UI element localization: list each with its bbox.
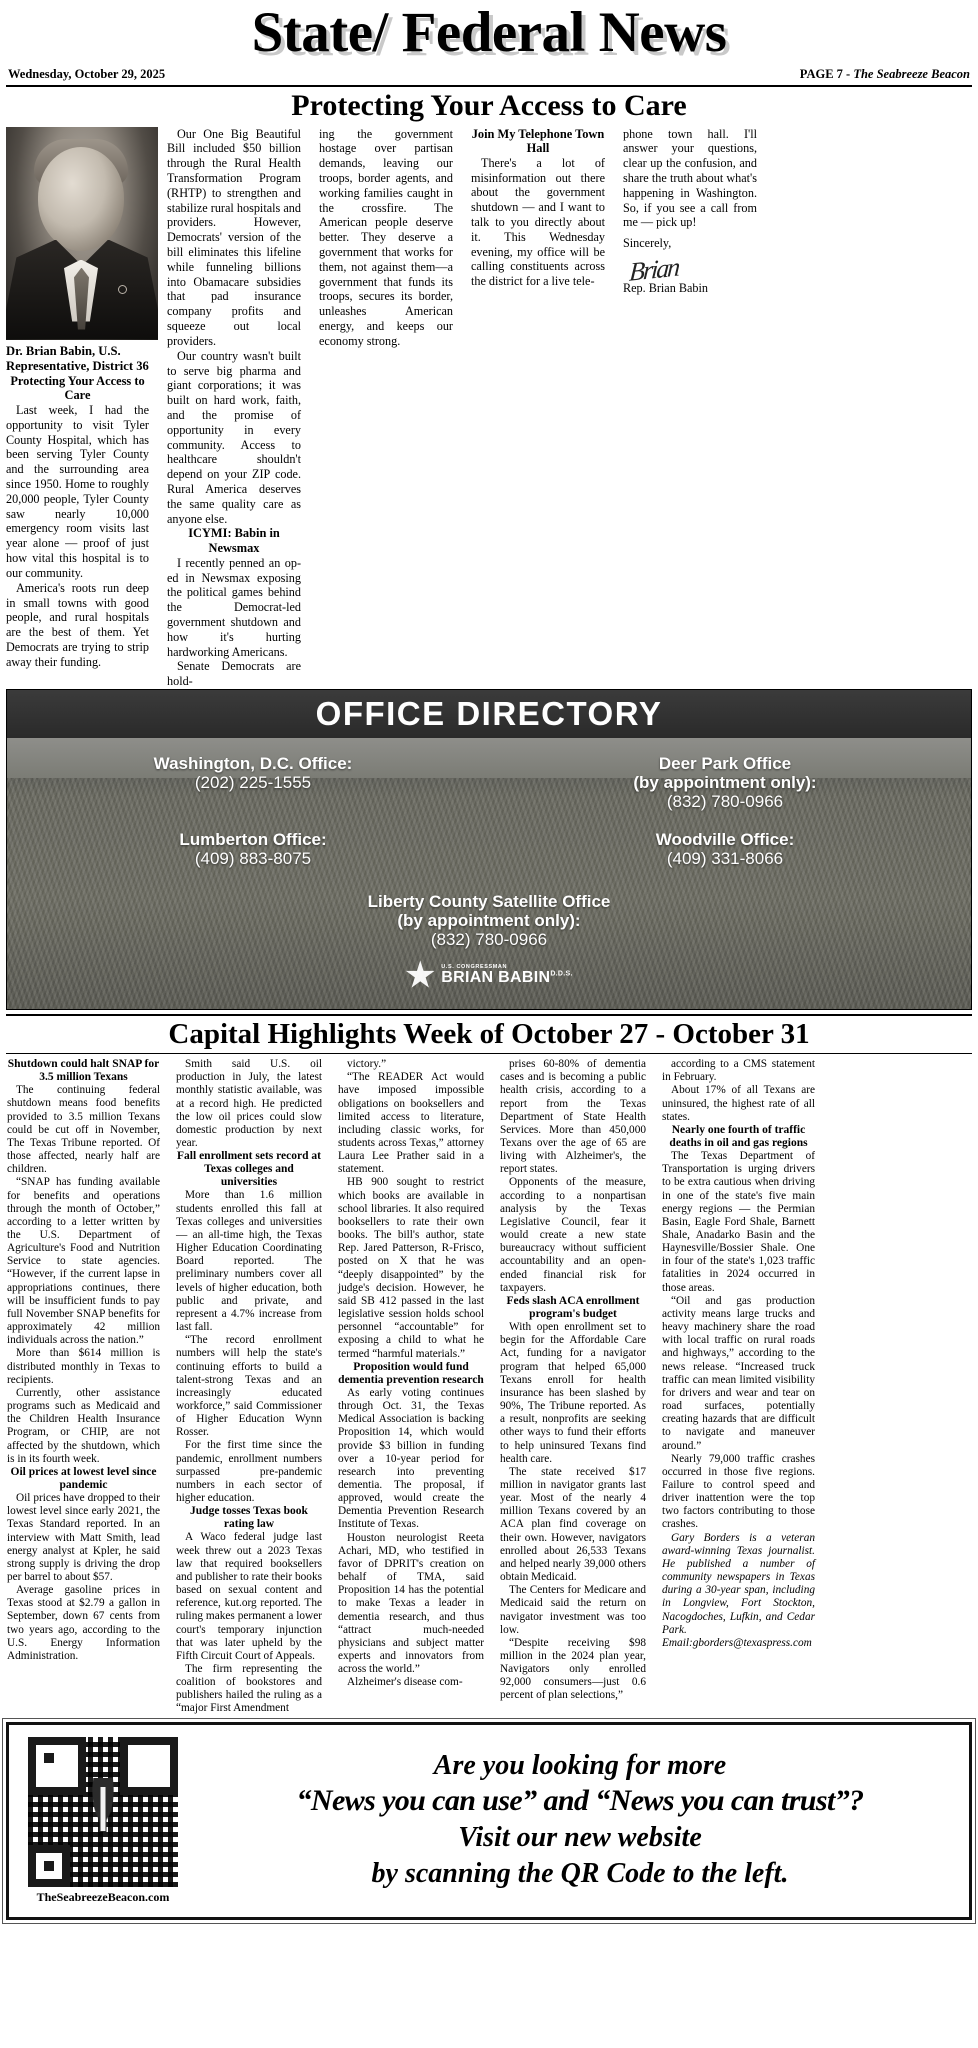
- ad-line-4: by scanning the QR Code to the left.: [371, 1858, 789, 1890]
- office-directory-title: OFFICE DIRECTORY: [315, 695, 663, 732]
- paragraph: The state received $17 million in navigator grants last year. Most of the nearly 4 million Texans covered by an ACA plan find coverage on their own. However, navigators enrolled about 26,533 Texans and helped nearly 39,000 others obtain Medicaid.: [500, 1465, 646, 1584]
- office-phone[interactable]: (832) 780-0966: [430, 929, 548, 949]
- paragraph: HB 900 sought to restrict which books are available in school libraries. It also required booksellers to rate their own books. The bill's author, state Rep. Jared Patterson, R-Frisco, posted on X that he was “deeply disappointed” by the judge's decision. However, he said SB 412 passed in the last legislative session holds school personnel “accountable” for exposing a child to what he termed “harmful materials.”: [338, 1176, 484, 1360]
- capital-highlights-columns: [6, 1058, 972, 1716]
- paragraph: The firm representing the coalition of bookstores and publishers hailed the ruling as a “major First Amendment: [176, 1663, 322, 1715]
- office-phone[interactable]: (832) 780-0966: [666, 792, 784, 812]
- office-name: Washington, D.C. Office:: [153, 754, 353, 773]
- office-entry: [493, 754, 957, 812]
- column-2-subhead: ICYMI: Babin in Newsmax: [188, 526, 280, 556]
- article-column-1-text: [6, 374, 149, 670]
- qr-block[interactable]: [19, 1737, 187, 1905]
- office-directory-title-bar: [7, 690, 971, 738]
- paragraph: “SNAP has funding available for benefits and operations through the month of October,” according to a letter written by the U.S. Department of Agriculture's Food and Nutrition Service to state agencies. “However, if the current lapse in appropriations continues, there will be insufficient funds to pay full November SNAP benefits for approximately 42 million individuals across the nation.”: [7, 1176, 160, 1347]
- column-2-body-2-1: Senate Democrats are hold-: [167, 659, 301, 689]
- paragraph: according to a CMS statement in February.: [662, 1058, 815, 1084]
- paragraph: “Oil and gas production activity means large trucks and heavy machinery share the road with local traffic on rural roads and highways,” according to the news release. “Increased truck traffic can mean limited visibility for drivers and wear and tear on road surfaces, potentially creating hazards that are difficult to navigate and maneuver around.”: [662, 1294, 815, 1452]
- author-bio: Gary Borders is a veteran award-winning Texas journalist. He published a number of community newspapers in Texas during a 30-year span, including in Longview, Fort Stockton, Nacogdoches, Lufkin, and Cedar Park. Email:gborders@texaspress.com: [662, 1531, 815, 1649]
- qr-eye-dot-3: [44, 1861, 54, 1871]
- masthead-divider: [6, 85, 972, 87]
- section-subhead: Oil prices at lowest level since pandemic: [10, 1465, 157, 1491]
- office-phone[interactable]: (409) 331-8066: [666, 849, 784, 869]
- logo-text: [441, 965, 573, 987]
- paragraph: victory.”: [347, 1058, 387, 1071]
- paragraph: The continuing federal shutdown means food benefits provided to 3.5 million Texans could be cut off in November, The Texas Tribune reported. Of those affected, nearly half are children.: [7, 1084, 160, 1176]
- column-2-body: Our One Big Beautiful Bill included $50 billion through the Rural Health Transformation Program (RHTP) to strengthen and stabilize rural hospitals and providers. However, Democrats' version of the bill eliminates this lifeline while funneling billions into Obamacare subsidies that pad insurance company profits and squeeze out local providers.: [167, 126, 301, 348]
- office-name: Deer Park Office (by appointment only):: [633, 754, 817, 793]
- office-entry: [21, 830, 485, 869]
- paragraph: More than 1.6 million students enrolled this fall at Texas colleges and universities — an all-time high, the Texas Higher Education Coordinating Board reported. The preliminary numbers cover all levels of higher education, both public and private, and represent a 4.7% increase from last fall.: [176, 1189, 322, 1334]
- capital-highlights-column-1: [6, 1058, 168, 1716]
- article-column-4: [462, 127, 614, 690]
- office-directory-ad: [6, 689, 972, 1010]
- photo-caption: Dr. Brian Babin, U.S. Representative, District 36: [6, 343, 149, 373]
- office-list: [21, 754, 957, 950]
- ad-copy: [201, 1749, 959, 1893]
- issue-date: Wednesday, October 29, 2025: [8, 67, 166, 81]
- publication-name: The Seabreeze Beacon: [853, 67, 970, 81]
- ad-line-2: “News you can use” and “News you can trust”?: [296, 1784, 864, 1818]
- page-number-publication: [800, 67, 970, 82]
- article-column-2: [158, 127, 310, 690]
- babin-portrait-photo: [6, 127, 158, 340]
- paragraph: More than $614 million is distributed monthly in Texas to recipients.: [7, 1347, 160, 1386]
- ad-line-3: Visit our new website: [458, 1821, 702, 1853]
- logo-credential: D.D.S.: [550, 970, 573, 978]
- paragraph: With open enrollment set to begin for the Affordable Care Act, funding for a navigator program that helped 65,000 Texans enroll for health insurance has been slashed by 90%, The Tribune reported. As a result, nonprofits are seeking other ways to fund their efforts to help uninsured Texans find health care.: [500, 1321, 646, 1465]
- column-text: [662, 1058, 815, 1650]
- section-subhead: Nearly one fourth of traffic deaths in oil and gas regions: [669, 1123, 808, 1149]
- texas-star-icon: [405, 960, 435, 990]
- column-2-body-1: Our country wasn't built to serve big pharma and giant corporations; it was built on hard work, faith, and the promise of opportunity in every community. Access to healthcare shouldn't depend on your ZIP code. Rural America deserves the same quality care as anyone else.: [167, 348, 301, 526]
- column-2-body-2: I recently penned an op-ed in Newsmax exposing the political games behind the Democrat-led government shutdown and how it's hurting hardworking Americans.: [167, 555, 301, 659]
- article-1-columns: [6, 127, 972, 690]
- column-1-body: Last week, I had the opportunity to visit Tyler County Hospital, which has been serving Tyler County and the surrounding area since 1950. Home to roughly 20,000 people, Tyler County saw nearly 10,000 emergency room visits last year alone — proof of just how vital this hospital is to our community.: [6, 402, 149, 580]
- capital-highlights-headline: Capital Highlights Week of October 27 - October 31: [168, 1018, 810, 1051]
- section-subhead: Proposition would fund dementia prevention research: [338, 1360, 484, 1386]
- logo-top-label: U.S. CONGRESSMAN: [441, 963, 508, 970]
- paragraph: Nearly 79,000 traffic crashes occurred in those five regions. Failure to control speed and driver inattention were the top two factors contributing to those crashes.: [662, 1452, 815, 1531]
- closing-salutation: Sincerely,: [623, 236, 672, 251]
- capital-highlights-bottom-rule: [6, 1053, 972, 1054]
- article-headline-protecting-access: Protecting Your Access to Care: [291, 89, 687, 122]
- paragraph: A Waco federal judge last week threw out a 2023 Texas law that required booksellers and publisher to rate their books based on sexual content and reference, kut.org reported. The ruling makes permanent a lower court's temporary injunction that was later upheld by the Fifth Circuit Court of Appeals.: [176, 1531, 322, 1662]
- column-text: [7, 1058, 160, 1663]
- column-3-body: ing the government hostage over partisan demands, leaving our troops, border agents, and working families caught in the crossfire. The American people deserve better. They deserve a government that works for them, not against them—a government that funds its troops, secures its border, unleashes American energy, and keeps our economy strong.: [319, 126, 453, 348]
- paragraph: For the first time since the pandemic, enrollment numbers surpassed pre-pandemic numbers in each sector of higher education.: [176, 1439, 322, 1505]
- ad-line-1: Are you looking for more: [433, 1749, 727, 1781]
- column-4-subhead: Join My Telephone Town Hall: [471, 126, 605, 156]
- paragraph: Smith said U.S. oil production in July, the latest monthly statistic available, was at a record high. He predicted the low oil prices could slow domestic production by next year.: [176, 1058, 322, 1149]
- signature-name: Rep. Brian Babin: [623, 281, 708, 295]
- qr-caption: TheSeabreezeBeacon.com: [36, 1889, 170, 1904]
- article-column-5: [614, 127, 766, 690]
- lighthouse-icon: [88, 1778, 118, 1834]
- paragraph: “Despite receiving $98 million in the 2024 plan year, Navigators only enrolled 92,000 consumers—just 0.6 percent of plan selections,”: [500, 1636, 646, 1702]
- paragraph: About 17% of all Texans are uninsured, the highest rate of all states.: [662, 1084, 815, 1123]
- congressman-logo: [21, 960, 957, 995]
- section-subhead: Judge tosses Texas book rating law: [190, 1505, 308, 1531]
- column-1-body-1: America's roots run deep in small towns with good people, and rural hospitals are the best of them. Yet Democrats are trying to strip away their funding.: [6, 580, 149, 669]
- capital-highlights-column-4: [492, 1058, 654, 1716]
- logo-inner: [405, 960, 573, 990]
- logo-main-label: [441, 970, 573, 986]
- paragraph: Opponents of the measure, according to a nonpartisan analysis by the Texas Legislative Council, fear it would create a new state bureaucracy without sufficient accountability and an open-ended financial risk for taxpayers.: [500, 1176, 646, 1294]
- paragraph: “The READER Act would have imposed impossible obligations on booksellers and limited access to literature, including classic works, for students across Texas,” attorney Laura Lee Prather said in a statement.: [338, 1071, 484, 1176]
- column-text: [500, 1058, 646, 1703]
- page-number: PAGE 7 -: [799, 67, 854, 81]
- page-title: State/ Federal News: [251, 1, 727, 64]
- paragraph: “The record enrollment numbers will help the state's continuing efforts to build a talent-strong Texas and an increasingly educated workforce,” said Commissioner of Higher Education Wynn Rosser.: [176, 1334, 322, 1439]
- office-entry: [21, 754, 485, 812]
- article-column-4-text: [471, 127, 605, 290]
- office-phone[interactable]: (202) 225-1555: [194, 773, 312, 793]
- article-column-1: [6, 127, 158, 690]
- article-column-5-text: [623, 127, 757, 252]
- office-directory-body: [7, 738, 971, 1009]
- column-text: [338, 1058, 484, 1689]
- column-5-body: phone town hall. I'll answer your questions, clear up the confusion, and share the truth about what's happening in Washington. So, if you see a call from me — pick up!: [623, 126, 757, 230]
- paragraph: Oil prices have dropped to their lowest level since early 2021, the Texas Standard reported. In an interview with Matt Smith, lead energy analyst at Kpler, he said strong supply is driving the drop per barrel to about $57.: [7, 1492, 160, 1583]
- column-4-body: There's a lot of misinformation out there about the government shutdown — and I want to talk to you directly about it. This Wednesday evening, my office will be calling constituents across the district for a live tele-: [471, 155, 605, 289]
- capital-highlights-column-5: [654, 1058, 816, 1716]
- photo-head: [38, 147, 124, 251]
- qr-code-icon[interactable]: [28, 1737, 178, 1887]
- paragraph: prises 60-80% of dementia cases and is becoming a public health crisis, according to a report from the Texas Department of State Health Services. More than 450,000 Texans over the age of 65 are living with Alzheimer's, the report states.: [500, 1058, 646, 1176]
- section-subhead: Shutdown could halt SNAP for 3.5 million Texans: [7, 1058, 160, 1084]
- qr-eye-dot-2: [152, 1753, 162, 1763]
- logo-name: BRIAN BABIN: [441, 969, 551, 987]
- article-column-3: [310, 127, 462, 690]
- capital-highlights-column-3: [330, 1058, 492, 1716]
- office-entry-satellite: [21, 892, 957, 950]
- column-text: [176, 1058, 322, 1716]
- office-name: Woodville Office:: [655, 830, 795, 850]
- paragraph: Alzheimer's disease com-: [347, 1676, 463, 1689]
- subscription-promo-ad[interactable]: [6, 1722, 972, 1920]
- masthead: [6, 0, 972, 64]
- dateline-row: [6, 61, 972, 84]
- article-column-3-text: [319, 127, 453, 349]
- paragraph: Houston neurologist Reeta Achari, MD, who testified in favor of DPRIT's creation on behalf of TMA, said Proposition 14 has the potential to make Texas a leader in dementia research, and thus “attract much-needed physicians and subject matter experts and innovators from across the world.”: [338, 1531, 484, 1676]
- signature-image: Brian: [628, 252, 680, 287]
- capital-highlights-column-2: [168, 1058, 330, 1716]
- paragraph: Average gasoline prices in Texas stood at $2.79 a gallon in September, down 67 cents from two years ago, according to the U.S. Energy Information Administration.: [7, 1584, 160, 1662]
- section-subhead: Fall enrollment sets record at Texas colleges and universities: [177, 1150, 321, 1189]
- capital-highlights-top-rule: [6, 1014, 972, 1016]
- section-subhead: Feds slash ACA enrollment program's budget: [506, 1294, 640, 1320]
- office-name: Liberty County Satellite Office (by appointment only):: [367, 891, 611, 930]
- lapel-pin-icon: [118, 285, 127, 294]
- article-column-2-text: [167, 127, 301, 690]
- paragraph: The Texas Department of Transportation is urging drivers to be extra cautious when driving in one of the state's five main energy regions — the Permian Basin, Eagle Ford Shale, Barnett Shale, Anadarko Basin and the Haynesville/Bossier Shale. One in four of the state's 1,023 traffic fatalities in 2024 occurred in those areas.: [662, 1150, 815, 1294]
- office-name: Lumberton Office:: [179, 830, 327, 850]
- paragraph: Currently, other assistance programs such as Medicaid and the Children Health Insurance Program, or CHIP, are not affected by the shutdown, which is in its fourth week.: [7, 1386, 160, 1465]
- office-phone[interactable]: (409) 883-8075: [194, 849, 312, 869]
- office-entry: [493, 830, 957, 869]
- paragraph: The Centers for Medicare and Medicaid said the return on navigator investment was too low.: [500, 1584, 646, 1636]
- column-1-subhead: Protecting Your Access to Care: [10, 373, 145, 403]
- paragraph: As early voting continues through Oct. 31, the Texas Medical Association is backing Proposition 14, which would provide $3 billion in funding over a 10-year period for research into preventing dementia. The proposal, if approved, would create the Dementia Prevention Research Institute of Texas.: [338, 1386, 484, 1531]
- qr-eye-dot-1: [44, 1753, 54, 1763]
